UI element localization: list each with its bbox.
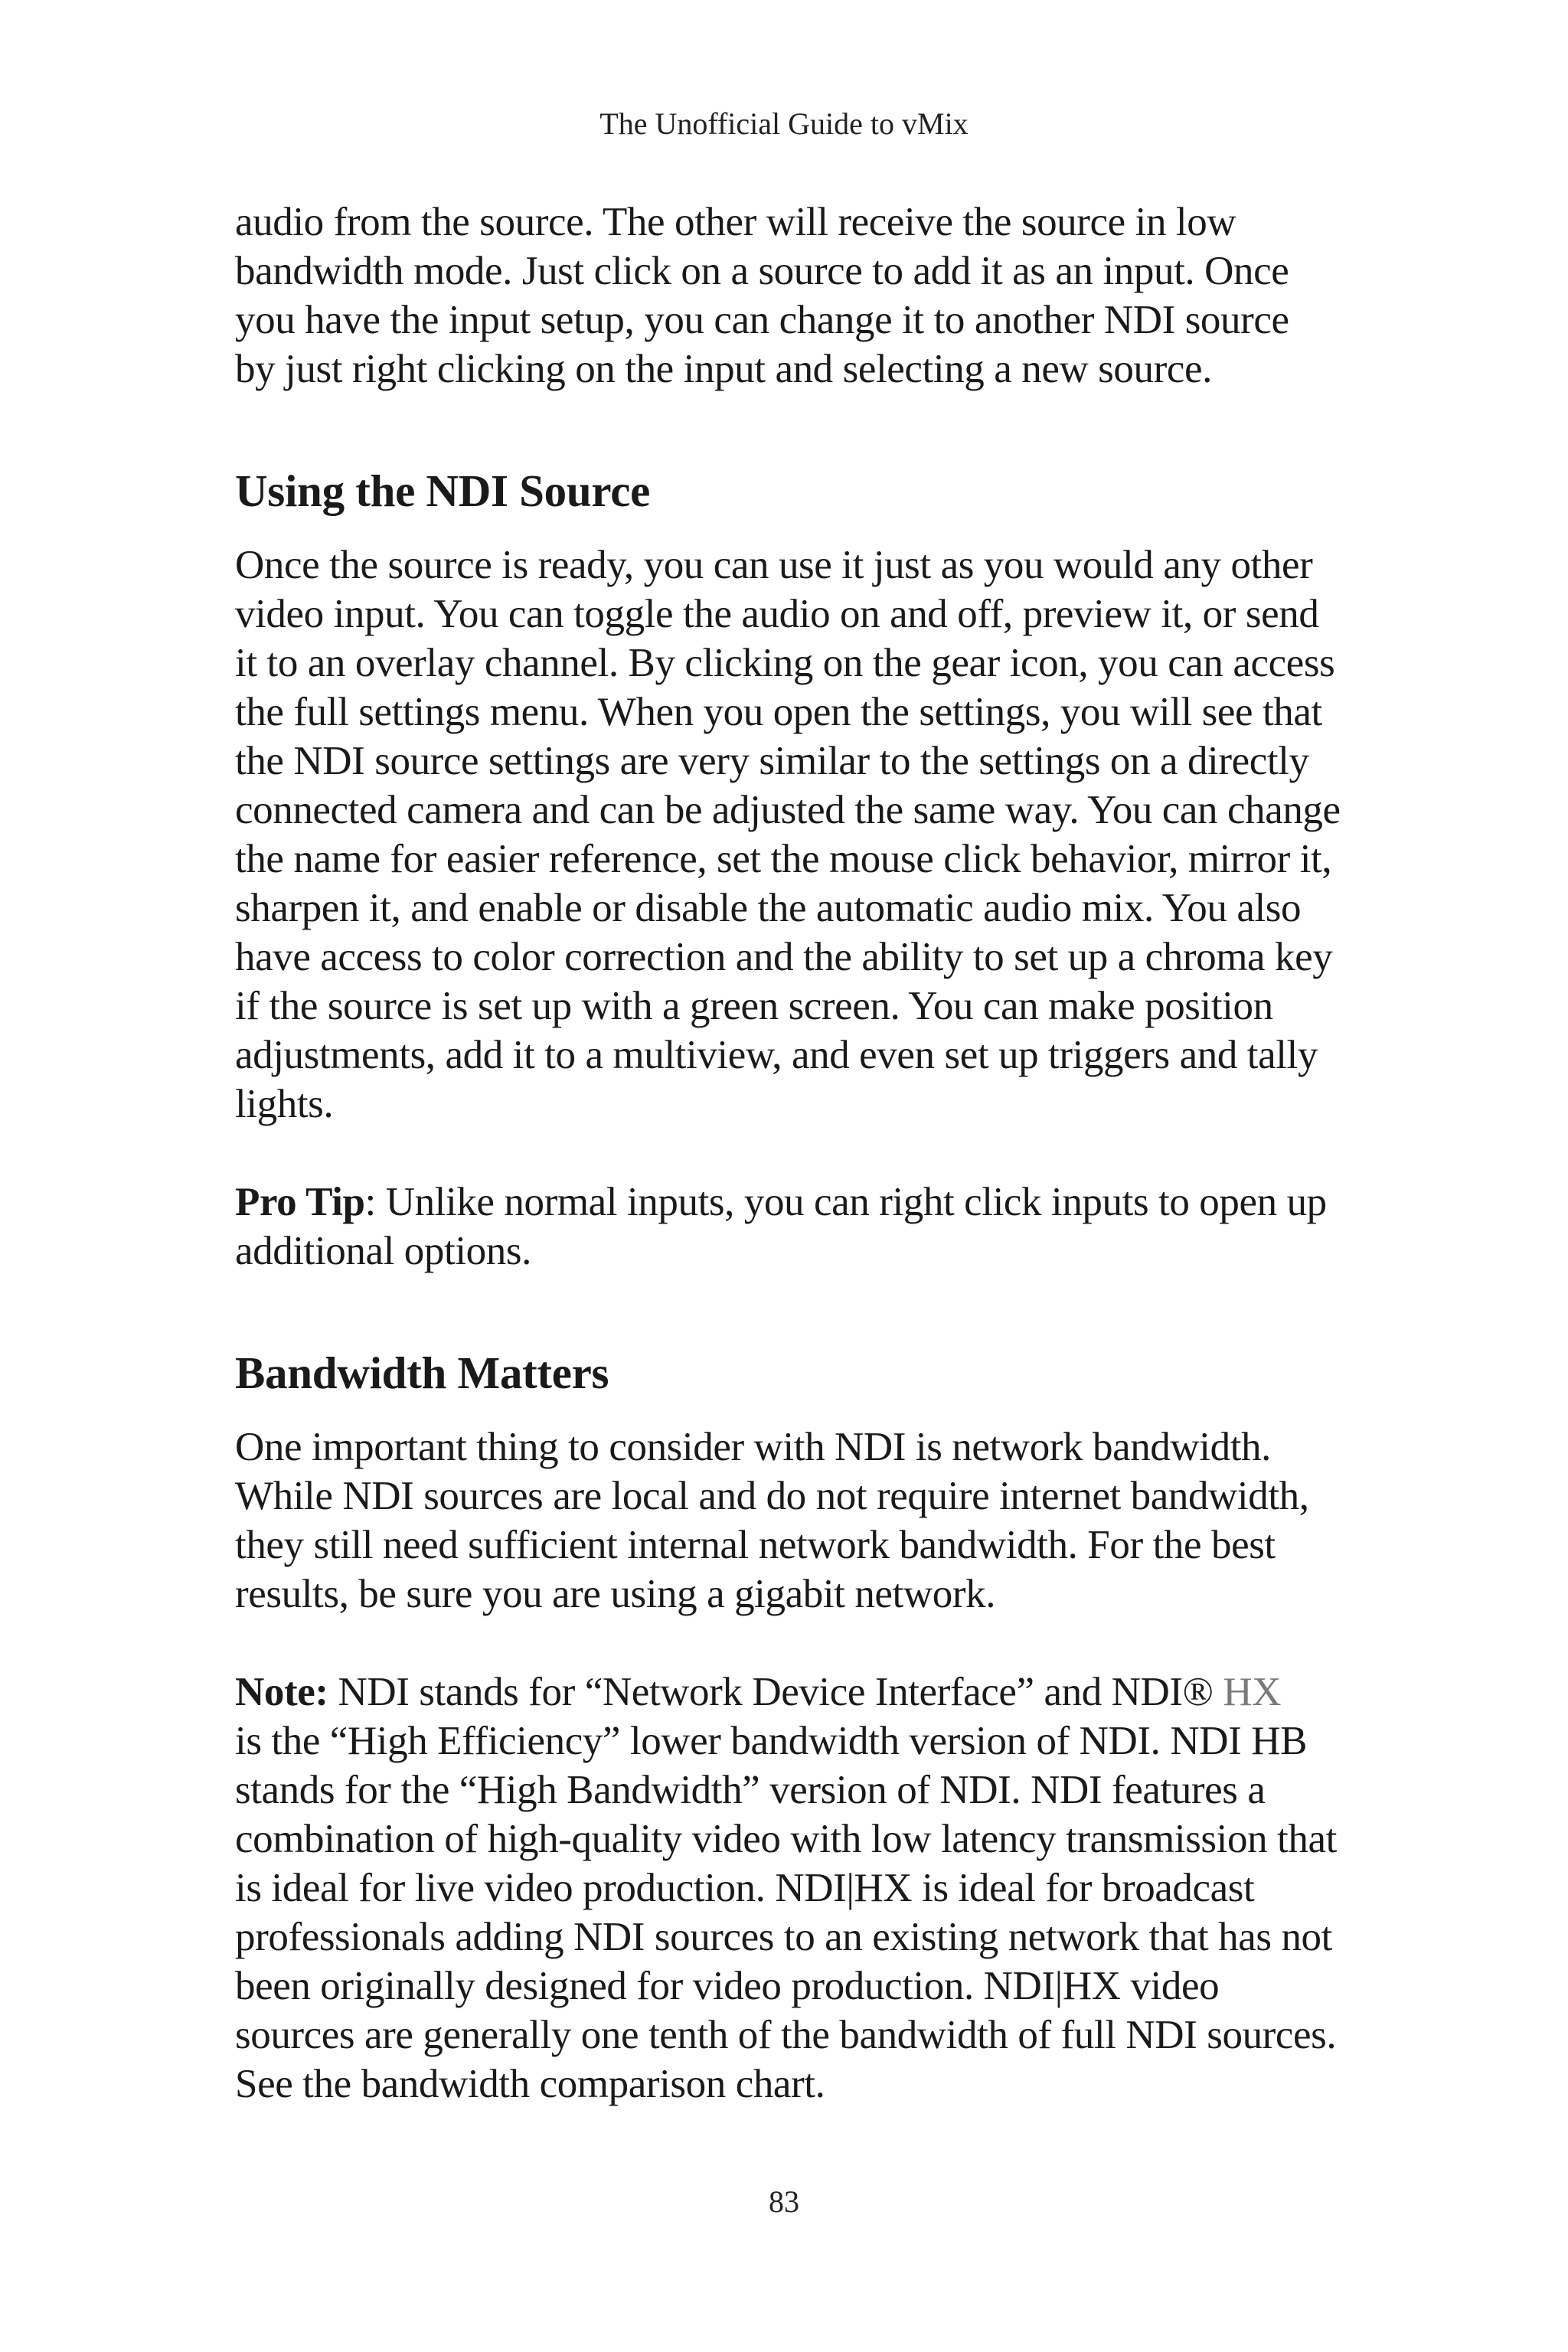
pro-tip-paragraph	[235, 1178, 1414, 1276]
text-line: stands for the “High Bandwidth” version of NDI. NDI features a	[235, 1768, 1266, 1812]
text-line: adjustments, add it to a multiview, and even set up triggers and tally	[235, 1033, 1318, 1077]
text-line: the NDI source settings are very similar to the settings on a directly	[235, 739, 1309, 783]
text-line	[235, 1178, 1414, 1227]
text-line: additional options.	[235, 1229, 531, 1273]
text-line: While NDI sources are local and do not require internet bandwidth,	[235, 1474, 1309, 1518]
text-line: See the bandwidth comparison chart.	[235, 2062, 825, 2106]
text-line: is ideal for live video production. NDI|HX is ideal for broadcast	[235, 1866, 1255, 1910]
text-line: if the source is set up with a green screen. You can make position	[235, 984, 1273, 1028]
note-paragraph	[235, 1668, 1414, 2109]
text-line: lights.	[235, 1082, 334, 1126]
text-line: they still need sufficient internal network bandwidth. For the best	[235, 1523, 1276, 1567]
text-line: is the “High Efficiency” lower bandwidth version of NDI. NDI HB	[235, 1719, 1308, 1763]
text-line: the name for easier reference, set the mouse click behavior, mirror it,	[235, 837, 1332, 881]
text-line	[235, 1668, 1414, 1717]
text-line: audio from the source. The other will receive the source in low	[235, 200, 1236, 244]
text-line: the full settings menu. When you open the settings, you will see that	[235, 690, 1322, 734]
text-line: have access to color correction and the ability to set up a chroma key	[235, 935, 1333, 979]
text-line: you have the input setup, you can change it to another NDI source	[235, 298, 1289, 342]
ndi-source-paragraph	[235, 541, 1414, 1129]
text-line: by just right clicking on the input and selecting a new source.	[235, 347, 1212, 391]
section-heading-using-ndi-source: Using the NDI Source	[235, 466, 650, 516]
section-heading-bandwidth-matters: Bandwidth Matters	[235, 1348, 609, 1398]
pro-tip-label: Pro Tip	[235, 1180, 365, 1224]
text-line: Once the source is ready, you can use it just as you would any other	[235, 543, 1313, 587]
intro-paragraph	[235, 198, 1414, 394]
text-line: results, be sure you are using a gigabit network.	[235, 1572, 996, 1616]
text-line: professionals adding NDI sources to an existing network that has not	[235, 1915, 1332, 1959]
text-line: combination of high-quality video with low latency transmission that	[235, 1817, 1337, 1861]
running-header: The Unofficial Guide to vMix	[599, 106, 969, 141]
text-line: One important thing to consider with NDI is network bandwidth.	[235, 1425, 1271, 1469]
page-body	[235, 198, 1414, 2109]
text-line: sharpen it, and enable or disable the automatic audio mix. You also	[235, 886, 1302, 930]
pro-tip-text: : Unlike normal inputs, you can right click inputs to open up	[364, 1180, 1327, 1224]
note-text: NDI stands for “Network Device Interface” and NDI®	[328, 1670, 1223, 1714]
text-line: sources are generally one tenth of the bandwidth of full NDI sources.	[235, 2013, 1337, 2057]
text-line: connected camera and can be adjusted the same way. You can change	[235, 788, 1341, 832]
note-label: Note:	[235, 1670, 328, 1714]
bandwidth-paragraph	[235, 1423, 1414, 1619]
text-line: it to an overlay channel. By clicking on the gear icon, you can access	[235, 641, 1335, 685]
page-number: 83	[769, 2184, 799, 2219]
note-hx-text: HX	[1223, 1670, 1282, 1714]
text-line: video input. You can toggle the audio on and off, preview it, or send	[235, 592, 1319, 636]
text-line: bandwidth mode. Just click on a source to add it as an input. Once	[235, 249, 1289, 293]
text-line: been originally designed for video production. NDI|HX video	[235, 1964, 1220, 2008]
